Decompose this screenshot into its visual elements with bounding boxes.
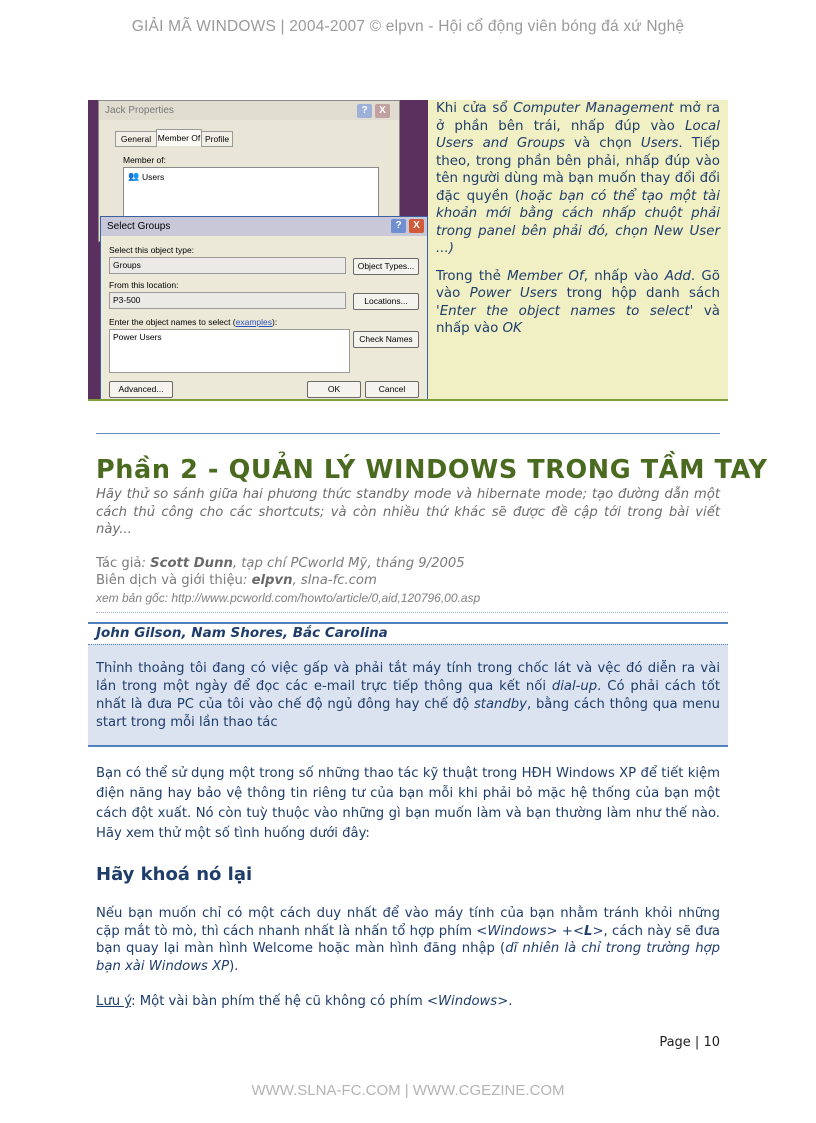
question-asker: John Gilson, Nam Shores, Bắc Carolina (96, 625, 388, 641)
examples-link[interactable]: examples (235, 317, 273, 327)
cancel-button[interactable]: Cancel (365, 381, 419, 398)
article-title: Phần 2 - QUẢN LÝ WINDOWS TRONG TẦM TAY (96, 455, 768, 485)
body-intro: Bạn có thể sử dụng một trong số những thao tác kỹ thuật trong HĐH Windows XP để tiết kiệm điện năng hay bảo vệ thông tin riêng tư của bạn mỗi khi phải bỏ mặc hệ thống của bạn một cách đột xuất. Nó còn tuỳ thuộc vào những gì bạn muốn làm và bạn thường làm như thế nào. Hãy xem thử một số tình huống dưới đây: (96, 766, 720, 841)
tab-profile[interactable]: Profile (201, 131, 233, 147)
advanced-button[interactable]: Advanced... (109, 381, 173, 398)
help-button[interactable]: ? (357, 104, 372, 118)
screenshot-figure (88, 100, 428, 400)
object-type-label: Select this object type: (109, 245, 195, 255)
member-item[interactable]: Users (142, 172, 165, 182)
ok-button[interactable]: OK (307, 381, 361, 398)
member-of-label: Member of: (123, 155, 166, 165)
section-text: Nếu bạn muốn chỉ có một cách duy nhất để vào máy tính của bạn nhằm tránh khỏi những cặp mắt tò mò, thì cách nhanh nhất là nhấn tổ hợp phím <Windows> +<L>, cách này sẽ đưa bạn quay lại màn hình Welcome hoặc màn hình đăng nhập (dĩ nhiên là chỉ trong trường hợp bạn xài Windows XP). (96, 906, 721, 974)
close-button[interactable]: X (375, 104, 390, 118)
running-header: GIẢI MÃ WINDOWS | 2004-2007 © elpvn - Hội cổ động viên bóng đá xứ Nghệ (131, 18, 685, 35)
locations-button[interactable]: Locations... (353, 293, 419, 310)
question-text: Thỉnh thoảng tôi đang có việc gấp và phải tắt máy tính trong chốc lát và vệc đó diễn ra vài lần trong một ngày để đọc các e-mail trực tiếp thông qua kết nối dial-up. Có phải cách tốt nhất là đưa PC của tôi vào chế độ ngủ đông hay chế độ standby, bằng cách thông qua menu start trong mỗi lần thao tác (96, 661, 720, 730)
source-link[interactable]: xem bản gốc: http://www.pcworld.com/howto/article/0,aid,120796,00.asp (96, 591, 481, 605)
note-line: Lưu ý: Một vài bàn phím thế hệ cũ không có phím <Windows>. (96, 994, 513, 1009)
location-field: P3-500 (109, 292, 346, 309)
tab-general[interactable]: General (115, 131, 157, 147)
section-title: Hãy khoá nó lại (96, 864, 253, 885)
section-separator (96, 433, 720, 434)
object-type-field: Groups (109, 257, 346, 274)
check-names-button[interactable]: Check Names (353, 331, 419, 348)
article-lead: Hãy thử so sánh giữa hai phương thức standby mode và hibernate mode; tạo đường dẫn một cách thủ công cho các shortcuts; và còn nhiều thứ khác sẽ được đề cập tới trong bài viết này... (96, 487, 720, 537)
select-groups-title: Select Groups (101, 217, 427, 236)
author-name: Scott Dunn (150, 556, 233, 571)
help-button[interactable]: ? (391, 219, 406, 233)
translator-name: elpvn (251, 573, 293, 588)
dotted-divider (96, 612, 728, 613)
jack-properties-title: Jack Properties (99, 101, 399, 120)
translator-line: Biên dịch và giới thiệu: elpvn, slna-fc.com (96, 573, 377, 588)
names-label-text: Enter the object names to select (109, 317, 231, 327)
location-label: From this location: (109, 280, 179, 290)
author-line: Tác giả: Scott Dunn, tạp chí PCworld Mỹ, tháng 9/2005 (96, 556, 465, 571)
select-groups-dialog (100, 216, 428, 400)
tab-member-of[interactable]: Member Of (156, 129, 202, 146)
instruction-text (436, 100, 720, 348)
instruction-paragraph-2: Trong thẻ Member Of, nhấp vào Add. Gõ vào Power Users trong hộp danh sách 'Enter the object names to select' và nhấp vào OK (436, 268, 720, 336)
note-label: Lưu ý (96, 994, 132, 1009)
close-button[interactable]: X (409, 219, 424, 233)
names-label: Enter the object names to select (examples): (109, 317, 278, 327)
names-input[interactable]: Power Users (109, 329, 350, 373)
object-types-button[interactable]: Object Types... (353, 258, 419, 275)
running-footer: WWW.SLNA-FC.COM | WWW.CGEZINE.COM (251, 1082, 565, 1099)
users-group-icon: 👥 (128, 171, 140, 181)
figure-divider (88, 399, 728, 401)
page-number: Page | 10 (659, 1035, 720, 1050)
question-top-rule (88, 622, 728, 624)
instruction-paragraph-1: Khi cửa sổ Computer Management mở ra ở phần bên trái, nhấp đúp vào Local Users and Groups và chọn Users. Tiếp theo, trong phần bên phải, nhấp đúp vào tên người dùng mà bạn muốn thay đổi đổi đặc quyền (hoặc bạn có thể tạo một tài khoản mới bằng cách nhấp chuột phải trong panel bên phải đó, chọn New User ...) (436, 101, 720, 256)
